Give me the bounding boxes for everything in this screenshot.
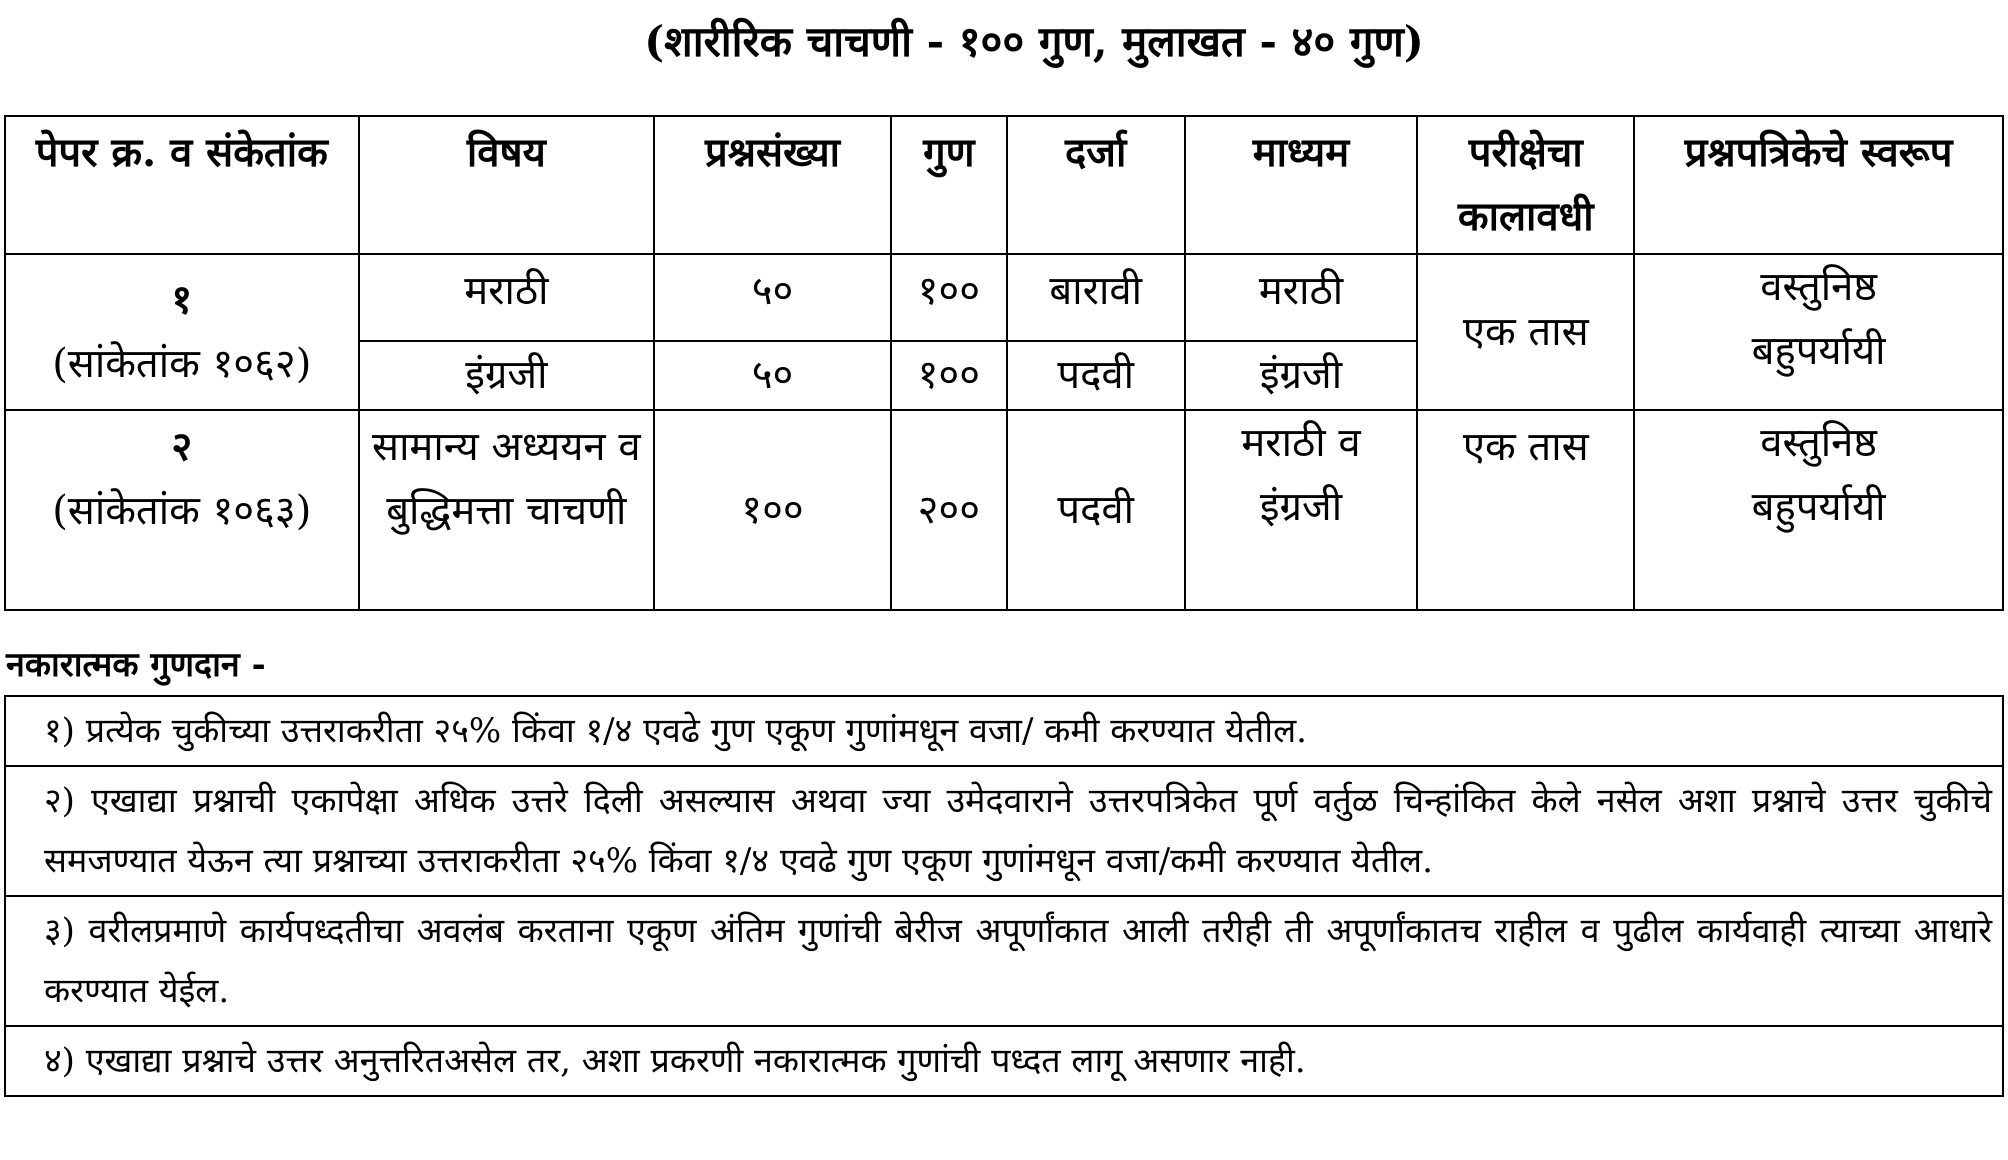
format-cell: वस्तुनिष्ठ बहुपर्यायी (1634, 410, 2003, 610)
paper-code: (सांकेतांक १०६२) (52, 341, 312, 387)
table-row (5, 410, 2003, 610)
header-questions: प्रश्नसंख्या (654, 116, 891, 254)
paper-number: २ (171, 423, 193, 470)
paper-number: १ (171, 276, 193, 323)
duration-cell: एक तास (1417, 254, 1634, 410)
level-cell: पदवी (1007, 341, 1185, 410)
negative-marking-item: १) प्रत्येक चुकीच्या उत्तराकरीता २५% किंवा १/४ एवढे गुण एकूण गुणांमधून वजा/ कमी करण्यात येतील. (6, 697, 2002, 767)
negative-marking-box (4, 695, 2004, 1097)
negative-marking-item: ४) एखाद्या प्रश्नाचे उत्तर अनुत्तरितअसेल तर, अशा प्रकरणी नकारात्मक गुणांची पध्दत लागू असणार नाही. (44, 1041, 1306, 1081)
medium-cell: मराठी (1185, 254, 1418, 341)
header-level: दर्जा (1007, 116, 1185, 254)
negative-marking-title: नकारात्मक गुणदान - (6, 645, 266, 685)
questions-cell: ५० (654, 254, 891, 341)
subject-cell: मराठी (359, 254, 655, 341)
header-duration: परीक्षेचा कालावधी (1417, 116, 1634, 254)
paper-cell (5, 410, 359, 610)
header-marks: गुण (891, 116, 1007, 254)
level-cell: बारावी (1007, 254, 1185, 341)
marks-subtitle (0, 12, 2008, 69)
table-row (5, 254, 2003, 341)
table-header-row (5, 116, 2003, 254)
header-format: प्रश्नपत्रिकेचे स्वरूप (1634, 116, 2003, 254)
subtitle-text: (शारीरिक चाचणी - १०० गुण, मुलाखत - ४० गुण) (644, 17, 1424, 66)
marks-cell: १०० (891, 254, 1007, 341)
duration-cell: एक तास (1417, 410, 1634, 610)
negative-marking-item: ३) वरीलप्रमाणे कार्यपध्दतीचा अवलंब करताना एकूण अंतिम गुणांची बेरीज अपूर्णांकात आली तरीही ती अपूर्णांकातच राहील व पुढील कार्यवाही त्याच्या आधारे करण्यात येईल. (6, 897, 2002, 1027)
paper-code: (सांकेतांक १०६३) (52, 488, 312, 534)
level-cell: पदवी (1007, 410, 1185, 610)
exam-scheme-table (4, 115, 2004, 611)
header-subject: विषय (359, 116, 655, 254)
marks-cell: १०० (891, 341, 1007, 410)
header-medium: माध्यम (1185, 116, 1418, 254)
medium-cell: मराठी व इंग्रजी (1185, 410, 1418, 610)
subject-cell: इंग्रजी (359, 341, 655, 410)
header-paper: पेपर क्र. व संकेतांक (5, 116, 359, 254)
questions-cell: १०० (654, 410, 891, 610)
questions-cell: ५० (654, 341, 891, 410)
format-cell: वस्तुनिष्ठ बहुपर्यायी (1634, 254, 2003, 410)
subject-cell: सामान्य अध्ययन व बुद्धिमत्ता चाचणी (359, 410, 655, 610)
medium-cell: इंग्रजी (1185, 341, 1418, 410)
marks-cell: २०० (891, 410, 1007, 610)
paper-cell (5, 254, 359, 410)
negative-marking-item: २) एखाद्या प्रश्नाची एकापेक्षा अधिक उत्तरे दिली असल्यास अथवा ज्या उमेदवाराने उत्तरपत्रिकेत पूर्ण वर्तुळ चिन्हांकित केले नसेल अशा प्रश्नाचे उत्तर चुकीचे समजण्यात येऊन त्या प्रश्नाच्या उत्तराकरीता २५% किंवा १/४ एवढे गुण एकूण गुणांमधून वजा/कमी करण्यात येतील. (6, 767, 2002, 897)
